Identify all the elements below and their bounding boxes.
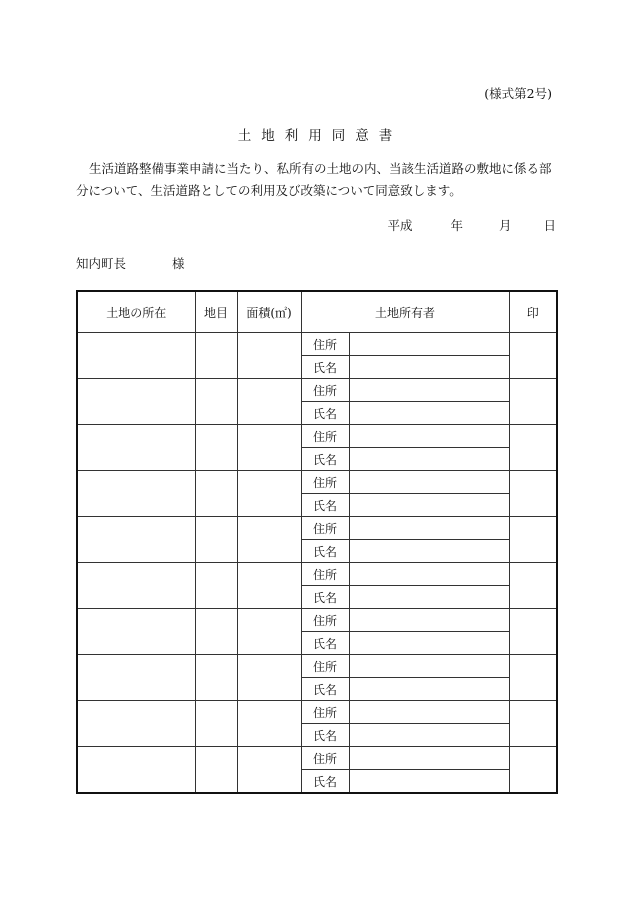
land-category-cell[interactable]: [195, 655, 237, 701]
name-label: 氏名: [301, 632, 349, 655]
area-cell[interactable]: [237, 609, 301, 655]
address-cell[interactable]: [349, 379, 509, 402]
table-row: [77, 517, 557, 540]
name-label: 氏名: [301, 448, 349, 471]
land-category-cell[interactable]: [195, 609, 237, 655]
seal-cell[interactable]: [509, 425, 557, 471]
address-label: 住所: [301, 471, 349, 494]
name-label: 氏名: [301, 770, 349, 794]
address-label: 住所: [301, 563, 349, 586]
name-label: 氏名: [301, 678, 349, 701]
location-cell[interactable]: [77, 655, 195, 701]
land-category-cell[interactable]: [195, 517, 237, 563]
header-area: 面積(㎡): [237, 291, 301, 333]
address-cell[interactable]: [349, 609, 509, 632]
area-cell[interactable]: [237, 379, 301, 425]
form-number: (様式第2号): [484, 86, 552, 101]
date-month: 月: [498, 218, 512, 233]
table-row: [77, 563, 557, 586]
table-row: [77, 333, 557, 356]
land-category-cell[interactable]: [195, 701, 237, 747]
address-label: 住所: [301, 747, 349, 770]
seal-cell[interactable]: [509, 471, 557, 517]
address-label: 住所: [301, 379, 349, 402]
area-cell[interactable]: [237, 747, 301, 794]
table-row: [77, 471, 557, 494]
document-title: 土地利用同意書: [237, 128, 403, 144]
address-label: 住所: [301, 609, 349, 632]
date-year: 年: [450, 218, 463, 233]
table-row: [77, 747, 557, 770]
addressee-name: 知内町長: [76, 256, 127, 271]
name-cell[interactable]: [349, 586, 509, 609]
address-cell[interactable]: [349, 517, 509, 540]
land-table: [76, 290, 558, 794]
name-cell[interactable]: [349, 770, 509, 794]
address-label: 住所: [301, 517, 349, 540]
land-category-cell[interactable]: [195, 425, 237, 471]
location-cell[interactable]: [77, 333, 195, 379]
seal-cell[interactable]: [509, 563, 557, 609]
name-label: 氏名: [301, 402, 349, 425]
name-label: 氏名: [301, 724, 349, 747]
land-category-cell[interactable]: [195, 333, 237, 379]
address-cell[interactable]: [349, 471, 509, 494]
address-cell[interactable]: [349, 747, 509, 770]
location-cell[interactable]: [77, 563, 195, 609]
name-cell[interactable]: [349, 356, 509, 379]
location-cell[interactable]: [77, 379, 195, 425]
area-cell[interactable]: [237, 701, 301, 747]
location-cell[interactable]: [77, 609, 195, 655]
land-category-cell[interactable]: [195, 563, 237, 609]
table-header-row: [77, 291, 557, 333]
location-cell[interactable]: [77, 517, 195, 563]
name-label: 氏名: [301, 540, 349, 563]
land-category-cell[interactable]: [195, 379, 237, 425]
table-row: [77, 609, 557, 632]
area-cell[interactable]: [237, 563, 301, 609]
seal-cell[interactable]: [509, 701, 557, 747]
name-cell[interactable]: [349, 448, 509, 471]
address-label: 住所: [301, 425, 349, 448]
area-cell[interactable]: [237, 655, 301, 701]
name-cell[interactable]: [349, 724, 509, 747]
location-cell[interactable]: [77, 701, 195, 747]
address-cell[interactable]: [349, 333, 509, 356]
date-era: 平成: [387, 218, 413, 233]
address-label: 住所: [301, 333, 349, 356]
table-row: [77, 701, 557, 724]
location-cell[interactable]: [77, 425, 195, 471]
seal-cell[interactable]: [509, 517, 557, 563]
location-cell[interactable]: [77, 471, 195, 517]
name-cell[interactable]: [349, 678, 509, 701]
address-label: 住所: [301, 655, 349, 678]
table-row: [77, 379, 557, 402]
area-cell[interactable]: [237, 471, 301, 517]
seal-cell[interactable]: [509, 333, 557, 379]
name-label: 氏名: [301, 494, 349, 517]
seal-cell[interactable]: [509, 379, 557, 425]
location-cell[interactable]: [77, 747, 195, 794]
consent-text: 生活道路整備事業申請に当たり、私所有の土地の内、当該生活道路の敷地に係る部分について、生活道路としての利用及び改築について同意致します。: [76, 161, 552, 198]
header-seal: 印: [509, 291, 557, 333]
seal-cell[interactable]: [509, 655, 557, 701]
address-cell[interactable]: [349, 655, 509, 678]
seal-cell[interactable]: [509, 609, 557, 655]
header-land-category: 地目: [195, 291, 237, 333]
addressee: [76, 254, 185, 272]
name-cell[interactable]: [349, 494, 509, 517]
land-category-cell[interactable]: [195, 747, 237, 794]
addressee-honorific: 様: [172, 256, 185, 271]
area-cell[interactable]: [237, 333, 301, 379]
table-row: [77, 655, 557, 678]
header-location: 土地の所在: [77, 291, 195, 333]
name-label: 氏名: [301, 356, 349, 379]
area-cell[interactable]: [237, 425, 301, 471]
land-category-cell[interactable]: [195, 471, 237, 517]
name-cell[interactable]: [349, 402, 509, 425]
date-day: 日: [543, 218, 556, 233]
name-label: 氏名: [301, 586, 349, 609]
area-cell[interactable]: [237, 517, 301, 563]
seal-cell[interactable]: [509, 747, 557, 794]
address-cell[interactable]: [349, 425, 509, 448]
header-owner: 土地所有者: [301, 291, 509, 333]
date-line: [387, 216, 556, 234]
address-label: 住所: [301, 701, 349, 724]
name-cell[interactable]: [349, 632, 509, 655]
address-cell[interactable]: [349, 701, 509, 724]
table-row: [77, 425, 557, 448]
address-cell[interactable]: [349, 563, 509, 586]
name-cell[interactable]: [349, 540, 509, 563]
